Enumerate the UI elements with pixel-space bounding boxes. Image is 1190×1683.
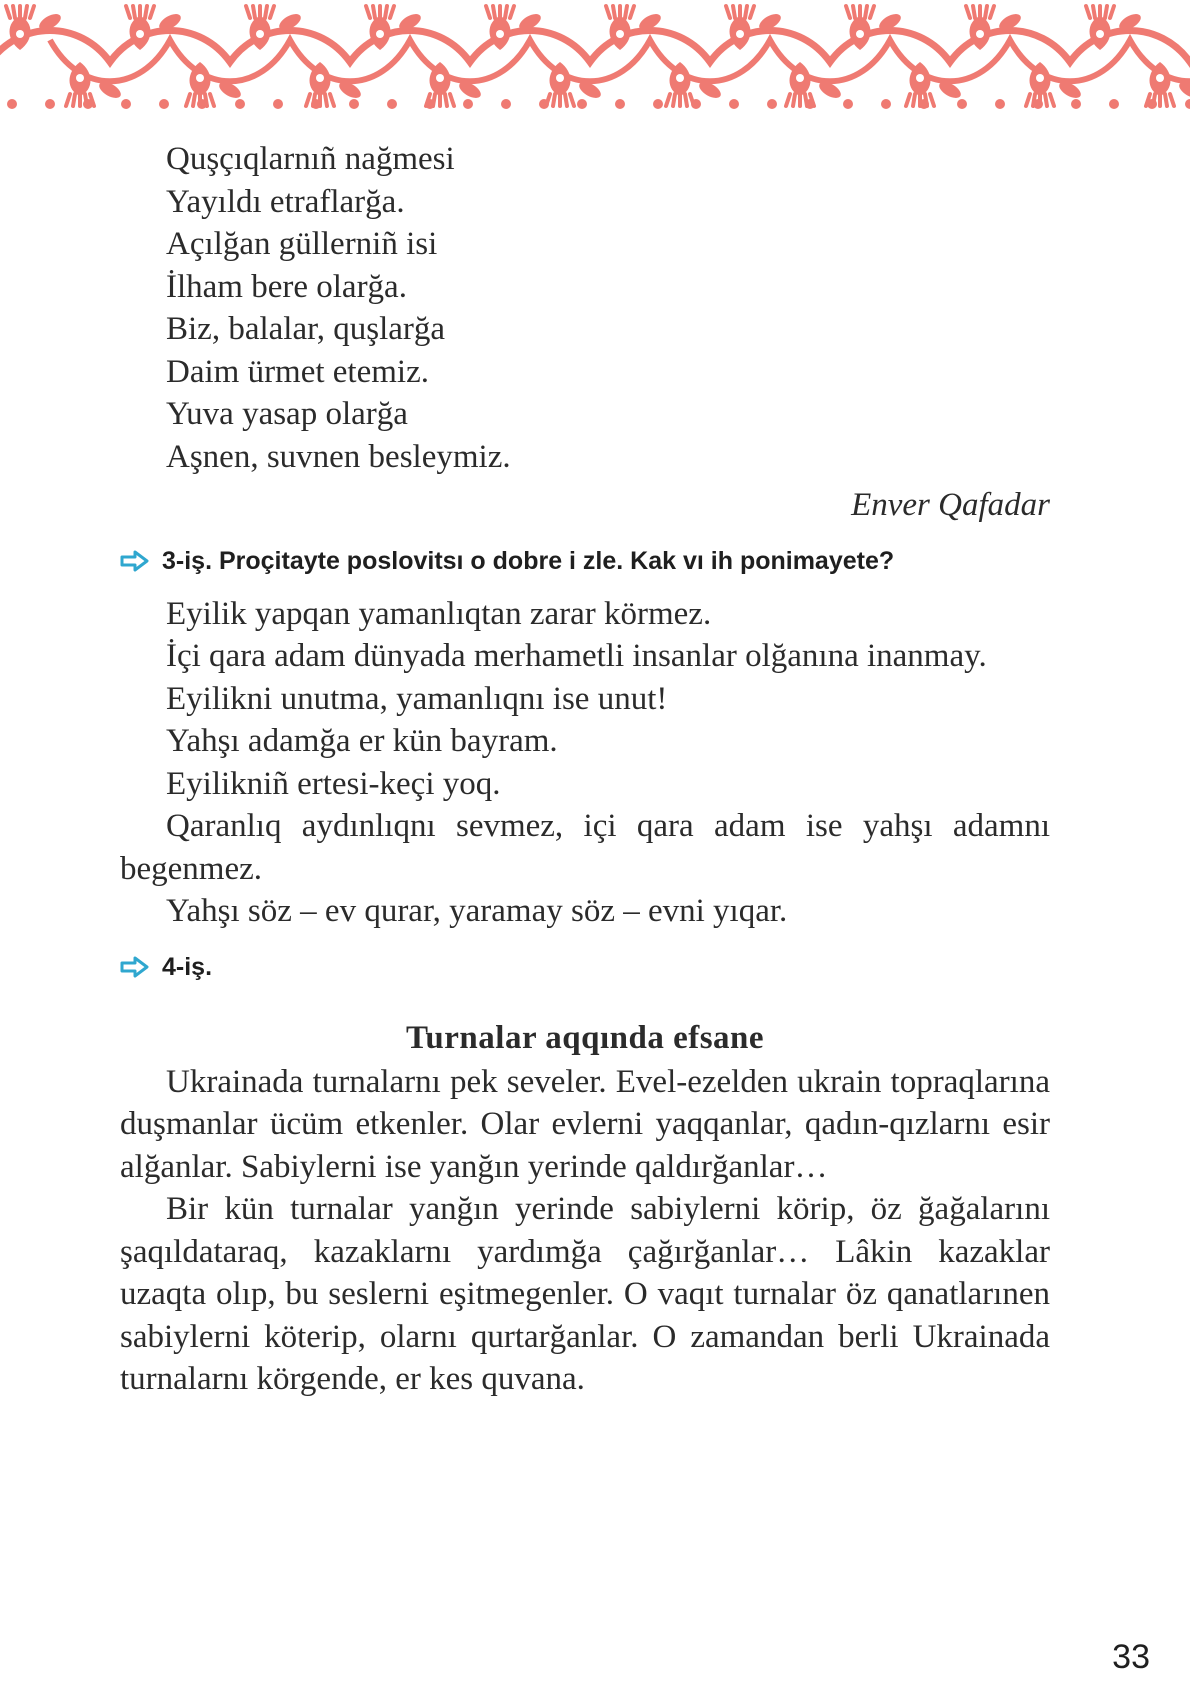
story-paragraph: Bir kün turnalar yanğın yerinde sabiylerni körip, öz ğağalarını şaqıldataraq, kazaklarnı yardımğa çağırğanlar… Lâkin kazaklar uzaqta olıp, bu seslerni eşitmegenler. O vaqıt turnalar öz qanatlarınen sabiylerni köterip, olarnı qurtarğanlar. O zamandan berli Ukrainada turnalarnı körgende, er kes quvana. — [120, 1191, 1050, 1397]
poem-line: Quşçıqlarnıñ nağmesi — [166, 141, 455, 177]
floral-ornament-icon — [0, 0, 1190, 112]
proverb: Yahşı söz – ev qurar, yaramay söz – evni yıqar. — [166, 893, 788, 929]
poem-line: Aşnen, suvnen besleymiz. — [166, 438, 511, 475]
poem-author: Enver Qafadar — [851, 487, 1050, 523]
task-3-label: 3-iş. Proçitayte poslovitsı o dobre i zle. Kak vı ih ponimayete? — [162, 546, 895, 575]
poem-line: Biz, balalar, quşlarğa — [166, 311, 446, 347]
floral-ornament-border — [0, 0, 1190, 112]
page-number: 33 — [1112, 1638, 1150, 1676]
proverb: İçi qara adam dünyada merhametli insanlar olğanına inanmay. — [166, 638, 987, 674]
poem-line: Açılğan güllerniñ isi — [166, 226, 438, 262]
proverbs-list — [120, 593, 1050, 933]
proverb: Eyilikni unutma, yamanlıqnı ise unut! — [166, 680, 668, 717]
poem-line: Yayıldı etraflarğa. — [166, 183, 405, 220]
story-title: Turnalar aqqında efsane — [405, 1019, 765, 1056]
poem — [120, 138, 1050, 478]
poem-line: Yuva yasap olarğa — [166, 396, 408, 432]
arrow-right-icon — [120, 550, 150, 572]
proverb: Eyilik yapqan yamanlıqtan zarar körmez. — [166, 595, 712, 632]
story-text — [120, 1061, 1050, 1401]
task-3-heading — [120, 545, 1050, 577]
proverb: Qaranlıq aydınlıqnı sevmez, içi qara adam ise yahşı adamnı begenmez. — [120, 808, 1050, 887]
poem-line: Daim ürmet etemiz. — [166, 353, 429, 390]
arrow-right-icon — [120, 956, 150, 978]
task-4-heading — [120, 951, 1050, 983]
task-4-label: 4-iş. — [162, 952, 213, 981]
proverb: Eyilikniñ ertesi-keçi yoq. — [166, 765, 501, 802]
proverb: Yahşı adamğa er kün bayram. — [166, 723, 558, 759]
poem-line: İlham bere olarğa. — [166, 268, 407, 305]
story-paragraph: Ukrainada turnalarnı pek seveler. Evel-ezelden ukrain topraqlarına duşmanlar ücüm etkenler. Olar evlerni yaqqanlar, qadın-qızlarnı esir alğanlar. Sabiylerni ise yanğın yerinde qaldırğanlar… — [120, 1063, 1050, 1185]
page-content — [120, 138, 1050, 1401]
